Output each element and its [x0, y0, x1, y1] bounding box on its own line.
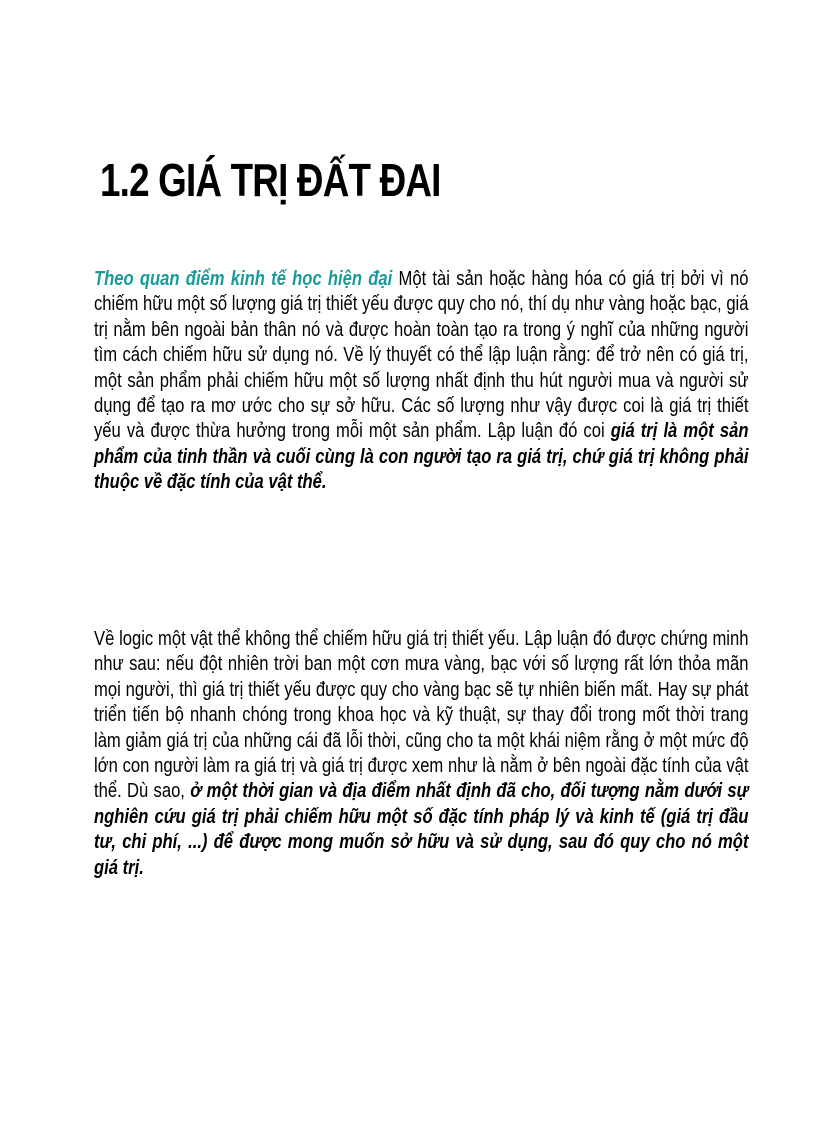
paragraph-1-lead: Theo quan điểm kinh tế học hiện đại [94, 267, 393, 290]
paragraph-1 [94, 266, 748, 495]
paragraph-2-emphasis: ở một thời gian và địa điểm nhất định đã cho, đối tượng nằm dưới sự nghiên cứu giá trị phải chiếm hữu một số đặc tính pháp lý và kinh tế (giá trị đầu tư, chi phí, ...) để được mong muốn sở hữu và sử dụng, sau đó quy cho nó một giá trị. [94, 779, 749, 879]
paragraph-2-body: Về logic một vật thể không thể chiếm hữu giá trị thiết yếu. Lập luận đó được chứng minh như sau: nếu đột nhiên trời ban một cơn mưa vàng, bạc với số lượng rất lớn thỏa mãn mọi người, thì giá trị thiết yếu được quy cho vàng bạc sẽ tự nhiên biến mất. Hay sự phát triển tiến bộ nhanh chóng trong khoa học và kỹ thuật, sự thay đổi trong mốt thời trang làm giảm giá trị của những cái đã lỗi thời, cũng cho ta một khái niệm rằng ở một mức độ lớn con người làm ra giá trị và giá trị được xem như là nằm ở bên ngoài đặc tính của vật thể. Dù sao, [94, 627, 749, 803]
paragraph-2 [94, 626, 748, 880]
paragraph-1-body: Một tài sản hoặc hàng hóa có giá trị bởi vì nó chiếm hữu một số lượng giá trị thiết yếu được quy cho nó, thí dụ như vàng hoặc bạc, giá trị nằm bên ngoài bản thân nó và được hoàn toàn tạo ra trong ý nghĩ của những người tìm cách chiếm hữu sử dụng nó. Về lý thuyết có thể lập luận rằng: để trở nên có giá trị, một sản phẩm phải chiếm hữu một số lượng nhất định thu hút người mua và người sử dụng để tạo ra mơ ước cho sự sở hữu. Các số lượng như vậy được coi là giá trị thiết yếu và được thừa hưởng trong mỗi một sản phẩm. Lập luận đó coi [94, 267, 749, 443]
section-title: 1.2 GIÁ TRỊ ĐẤT ĐAI [100, 154, 441, 206]
paragraph-1-emphasis: giá trị là một sản phẩm của tinh thần và cuối cùng là con người tạo ra giá trị, chứ giá trị không phải thuộc về đặc tính của vật thể. [94, 419, 749, 494]
